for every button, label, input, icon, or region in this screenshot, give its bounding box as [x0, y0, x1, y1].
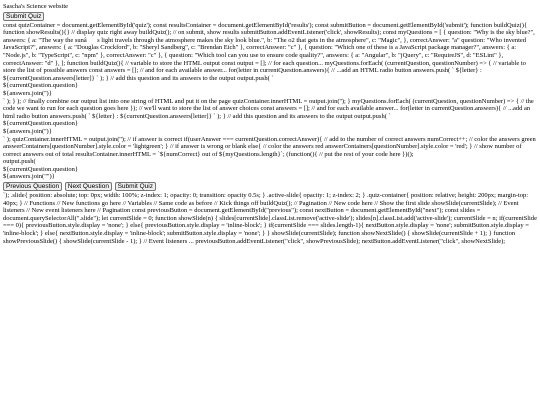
code-text-question-3: ${currentQuestion.question}: [3, 165, 79, 173]
code-text-block-4: `); .slide{ position: absolute; top: 0px; width: 100%; z-index: 1; opacity: 0; transition: opacity 0.5s; } .active-slide{ opacity: 1; z-index: 2; } .quiz-container{ position: relative; height: 200px; margin-top: 40px; } // Functions // New functions go here // Variables // Same code as before // Kick things off buildQuiz(); // Pagination // New code here // Show the first slide showSlide(currentSlide); // Event listeners // New event listeners here // Pagination const previousButton = document.getElementById("previous"); const nextButton = document.getElementById("next"); const slides = document.querySelectorAll(".slide"); let currentSlide = 0; function showSlide(n) { slides[currentSlide].classList.remove('active-slide'); slides[n].classList.add('active-slide'); currentSlide = n; if(currentSlide === 0){ previousButton.style.display = 'none'; } else{ previousButton.style.display = 'inline-block'; } if(currentSlide === slides.length-1){ nextButton.style.display = 'none'; submitButton.style.display = 'inline-block'; } else{ nextButton.style.display = 'inline-block'; submitButton.style.display = 'none'; } } showSlide(currentSlide); function showNextSlide() { showSlide(currentSlide + 1); } function showPreviousSlide() { showSlide(currentSlide - 1); } // Event listeners ... previousButton.addEventListener("click", showPreviousSlide); nextButton.addEventListener("click", showNextSlide);: [3, 192, 539, 245]
code-text-output-push: output.push(: [3, 158, 36, 166]
submit-quiz-button-top[interactable]: Submit Quiz: [3, 12, 44, 21]
code-text-answers-2: ${answers.join('')}: [3, 127, 52, 135]
code-text-question-1: ${currentQuestion.question}: [3, 82, 79, 90]
code-text-block-2: ` ); } ); // finally combine our output list into one string of HTML and put it on the page quizContainer.innerHTML = output.join(''); } myQuestions.forEach( (currentQuestion, questionNumber) => { // the code we want to run for each question goes here }); // we'll want to store the list of answer choices const answers = []; // and for each available answer... for(letter in currentQuestion.answers){ // ...add an html radio button answers.push( ` ${letter} : ${currentQuestion.answers[letter]} ` ); } // add this question and its answers to the output output.push( `: [3, 97, 536, 120]
top-button-row: [3, 12, 537, 21]
page-body: [3, 3, 537, 245]
next-question-button[interactable]: Next Question: [65, 182, 112, 191]
previous-question-button[interactable]: Previous Question: [3, 182, 62, 191]
submit-quiz-button[interactable]: Submit Quiz: [115, 182, 156, 191]
code-text-answers-3: ${answers.join("")}: [3, 173, 55, 181]
code-text-block-3: ` ); quizContainer.innerHTML = output.join(''); // if answer is correct if(userAnswer === currentQuestion.correctAnswer){ // add to the number of correct answers numCorrect++; // color the answers green answerContainers[questionNumber].style.color = 'lightgreen'; } // if answer is wrong or blank else{ // color the answers red answerContainers[questionNumber].style.color = 'red'; } // show number of correct answers out of total resultsContainer.innerHTML = `${numCorrect} out of ${myQuestions.length}`; (function(){ // put the rest of your code here })();: [3, 135, 538, 158]
page-title: Sascha's Science website: [3, 3, 69, 10]
code-text-question-2: ${currentQuestion.question}: [3, 120, 79, 128]
nav-button-row: [3, 182, 537, 191]
code-text-block-1: const quizContainer = document.getElementById('quiz'); const resultsContainer = document.getElementById('results'); const submitButton = document.getElementById('submit'); function buildQuiz(){ function showResults(){} // display quiz right away buildQuiz(); // on submit, show results submitButton.addEventListener('click', showResults); const myQuestions = [ { question: "Why is the sky blue?", answers: { a: "The way the sunâs light travels through the atmosphere makes the sky look blue.", b: "The o2 that gets in the atmosphere", c: "Magic", }, correctAnswer: "a" question: "Who invented JavaScript?", answers: { a: "Douglas Crockford", b: "Sheryl Sandberg", c: "Brendan Eich" }, correctAnswer: "c" }, { question: "Which one of these is a JavaScript package manager?", answers: { a: "Node.js", b: "TypeScript", c: "npm" }, correctAnswer: "c" }, { question: "Which tool can you use to ensure code quality?", answers: { a: "Angular", b: "jQuery", c: "RequireJS", d: "ESLint" }, correctAnswer: "d" }, ]; function buildQuiz(){ // variable to store the HTML output const output = []; // for each question... myQuestions.forEach( (currentQuestion, questionNumber) => { // variable to store the list of possible answers const answers = []; // and for each available answer... for(letter in currentQuestion.answers){ // ...add an HTML radio button answers.push( ` ${letter} : ${currentQuestion.answers[letter]} ` ); } // add this question and its answers to the output output.push( `: [3, 21, 537, 82]
code-text-answers-1: ${answers.join('')}: [3, 89, 52, 97]
